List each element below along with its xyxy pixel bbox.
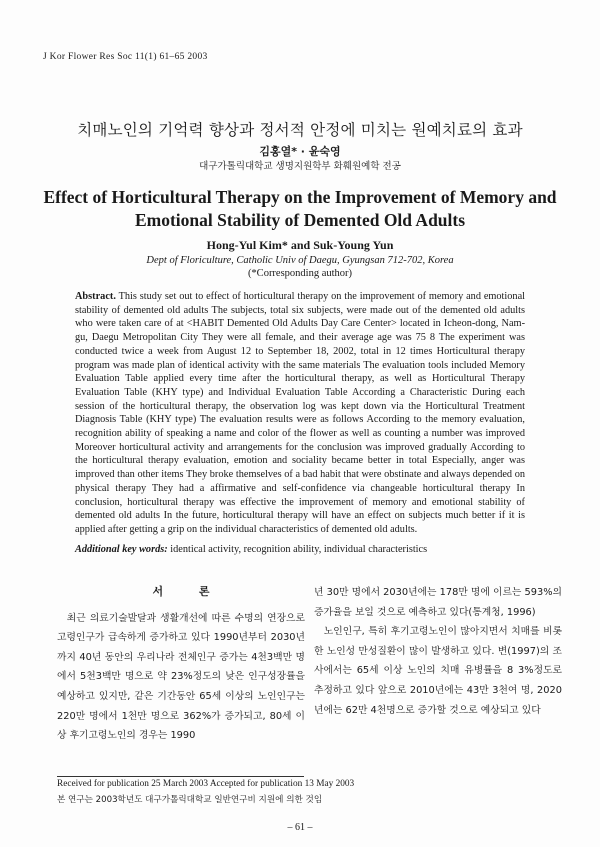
intro-paragraph-1: 최근 의료기술발달과 생활개선에 따른 수명의 연장으로 고령인구가 급속하게 증가하고 있다 1990년부터 2030년까지 40년 동안의 우리나라 전체인구 증가는 4천3백만 명에서 5천3백만 명으로 약 23%정도의 낮은 인구성장률을 예상하고 있지만, 같은 기간동안 65세 이상의 노인인구는 220만 명에서 1천만 명으로 362%가 증가되고, 80세 이상 후기고령노인의 경우는 1990 [57, 612, 305, 742]
intro-paragraph-1-continued: 년 30만 명에서 2030년에는 178만 명에 이르는 593%의 증가율을 보일 것으로 예측하고 있다(통계청, 1996) [314, 587, 562, 618]
intro-paragraph-2: 노인인구, 특히 후기고령노인이 많아지면서 치매를 비롯한 노인성 만성질환이 많이 발생하고 있다. 변(1997)의 조사에서는 65세 이상 노인의 치매 유병률을 8 3%정도로 추정하고 있다 앞으로 2010년에는 43만 3천여 명, 2020년에는 62만 4천명으로 증가할 것으로 예상되고 있다 [314, 626, 562, 716]
keywords-label: Additional key words: [75, 544, 168, 555]
keywords [75, 544, 525, 555]
left-column [57, 582, 305, 746]
abstract [75, 290, 525, 537]
korean-affiliation: 대구가톨릭대학교 생명지원학부 화훼원예학 전공 [199, 161, 401, 172]
corresponding-author-note: (*Corresponding author) [247, 268, 353, 279]
footnote-received: Received for publication 25 March 2003 Accepted for publication 13 May 2003 [57, 779, 355, 789]
korean-title: 치매노인의 기억력 향상과 정서적 안정에 미치는 원예치료의 효과 [77, 121, 523, 139]
page-number: – 61 – [287, 822, 313, 833]
english-affiliation: Dept of Floriculture, Catholic Univ of Daegu, Gyungsan 712-702, Korea [146, 255, 454, 266]
right-column [314, 583, 562, 720]
english-authors: Hong-Yul Kim* and Suk-Young Yun [206, 238, 394, 252]
section-heading-introduction: 서 론 [152, 585, 226, 598]
korean-authors: 김홍열* · 윤숙영 [259, 145, 341, 158]
footnote-funding: 본 연구는 2003학년도 대구가톨릭대학교 일반연구비 지원에 의한 것임 [57, 795, 323, 805]
journal-citation: J Kor Flower Res Soc 11(1) 61–65 2003 [43, 52, 208, 62]
abstract-text: This study set out to effect of horticultural therapy on the improvement of memory and emotional stability of demented old adults The subjects, total six subjects, were made out of the demented old adults who were taken care of at <HABIT Demented Old Adults Day Care Center> located in Icheon-dong, Nam-gu, Daegu Metropolitan City They were all female, and their average age was 75 8 The experiment was conducted twice a week from August 12 to September 18, 2002, total in 12 times Horticultural therapy program was made plan of identical activity with the same materials The evaluation tools included Memory Evaluation Table applied every time after the horticultural therapy, as well as Horticultural Therapy Evaluation Table (KHY type) and Individual Evaluation Table According a Characteristic During each session of the horticultural therapy, the observation log was kept down via the Horticultural Treatment Diagnosis Table (KHY type) The evaluation results were as follows According to the memory evaluation, recognition ability of speaking a name and color of the flower as well as counting a number was improved Moreover horticultural activity and arrangements for the conclusion was improved gradually According to the horticultural therapy evaluation, emotion and sociality became better in total Especially, anger was improved than other items They broke themselves of a bad habit that were obstinate and always depended on physical therapy They had a affirmative and self-confidence via changeable horticultural therapy In conclusion, horticultural therapy was effective the improvement of memory and emotional stability of demented old adults In the future, horticultural therapy will have an effect on subjects much better if it is applied after getting a grip on the individual characteristics of demented old adults. [75, 291, 526, 535]
abstract-label: Abstract. [75, 291, 116, 302]
keywords-text: identical activity, recognition ability, individual characteristics [170, 544, 428, 555]
footnote-divider [57, 776, 304, 777]
english-title: Effect of Horticultural Therapy on the Improvement of Memory and Emotional Stability of Demented Old Adults [43, 187, 557, 230]
